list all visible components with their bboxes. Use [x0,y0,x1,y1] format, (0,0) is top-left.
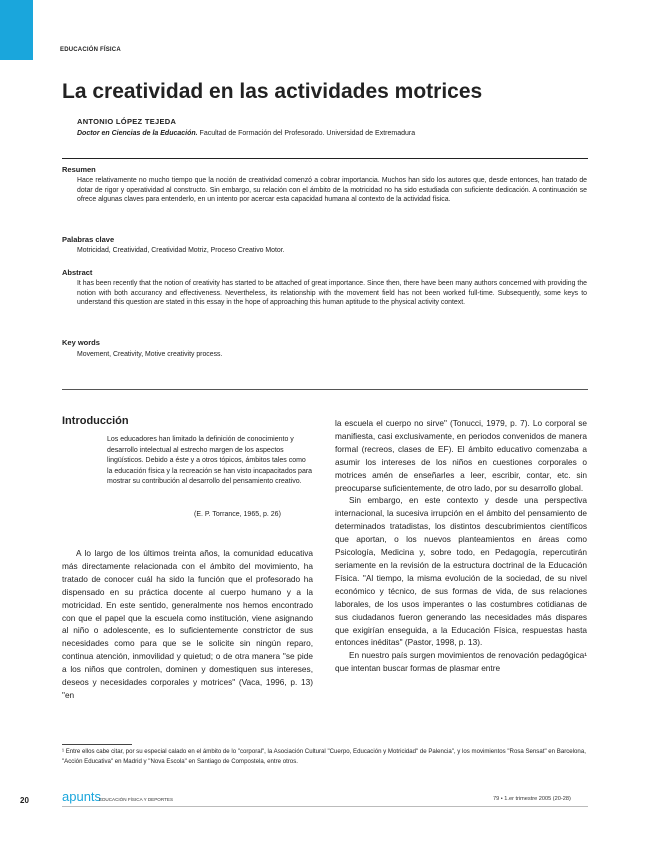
abstract-divider [62,389,588,390]
journal-brand-logo: apunts [62,789,102,804]
journal-subtitle: EDUCACIÓN FÍSICA Y DEPORTES [99,797,174,802]
footer-divider [62,806,588,807]
intro-heading: Introducción [62,415,129,427]
affiliation-institution: Facultad de Formación del Profesorado. Universidad de Extremadura [197,130,416,137]
header-divider [62,158,588,159]
abstract-en-heading: Abstract [62,268,93,277]
abstract-es-heading: Resumen [62,165,96,174]
page-number: 20 [20,796,29,805]
keywords-es-heading: Palabras clave [62,235,115,244]
corner-accent-block [0,0,33,60]
footnote-divider [62,744,132,745]
abstract-en-text: It has been recently that the notion of creativity has started to be attached of great importance. Since then, there have been many authors concerned with providing the notion with both accurancy and effectiveness. Nevertheless, its relationship with the movement field has not been worked full-time. Subsequently, some keys to understand this question are stated in this essay in the hope of approaching this human aptitude to the physical activity context. [77,280,587,307]
author-affiliation [77,130,415,137]
keywords-en-heading: Key words [62,338,100,347]
epigraph-citation: (E. P. Torrance, 1965, p. 26) [194,511,281,518]
issue-info: 79 • 1.er trimestre 2005 (20-28) [493,796,571,802]
body-right-column [335,417,587,675]
keywords-en-text: Movement, Creativity, Motive creativity process. [77,351,223,358]
abstract-es-text: Hace relativamente no mucho tiempo que la noción de creatividad comenzó a cobrar importancia. Muchos han sido los autores que, desde entonces, han tratado de dotar de rigor y operatividad al constructo. Sin embargo, su relación con el ámbito de la motricidad no ha sido estudiada con suficiente dedicación. A continuación se ofrece algunas claves para entenderlo, en un intento por acercar esta capacidad humana al contexto de la actividad física. [77,177,587,204]
body-right-paragraph-1: la escuela el cuerpo no sirve" (Tonucci, 1979, p. 7). Lo corporal se manifiesta, casi exclusivamente, en periodos convenidos de manera formal (recreos, clases de EF). El ámbito educativo comenzaba a asumir los intereses de los niños en cuestiones corporales o motrices amén de enseñarles a leer, escribir, contar, etc. sin preocuparse suficientemente, de otro lado, por su desarrollo global. [335,418,587,493]
section-label: EDUCACIÓN FÍSICA [60,47,121,53]
author-name: ANTONIO LÓPEZ TEJEDA [77,117,177,126]
affiliation-degree: Doctor en Ciencias de la Educación. [77,130,198,137]
epigraph-quote: Los educadores han limitado la definición de conocimiento y desarrollo intelectual al estrecho margen de los aspectos lingüísticos. Debido a éste y a otros tópicos, ámbitos tales como la educación física y la recreación se han visto incapacitados para mostrar su contribución al desarrollo del pensamiento creativo. [107,436,313,486]
keywords-es-text: Motricidad, Creatividad, Creatividad Motriz, Proceso Creativo Motor. [77,247,285,254]
footnote-text: ¹ Entre ellos cabe citar, por su especial calado en el ámbito de lo "corporal", la Asociación Cultural "Cuerpo, Educación y Motricidad" de Palencia", y los movimientos "Rosa Sensat" en Barcelona, "Acción Educativa" en Madrid y "Nova Escola" en Santiago de Compostela, entre otros. [62,748,586,765]
body-right-paragraph-2: Sin embargo, en este contexto y desde una perspectiva internacional, la sucesiva irrupción en el ámbito del pensamiento de determinados tratadistas, los distintos descubrimientos científicos que aportan, o los nuevos planteamientos en áreas como Psicología, Medicina y, sobre todo, en Pedagogía, repercutirán seriamente en la revisión de la estructura doctrinal de la Educación Física. "Al tiempo, la misma evolución de la sociedad, de su nivel económico y técnico, de sus formas de vida, de sus relaciones laborales, de los usos imperantes o las costumbres cotidianas de sus ciudadanos fueron generando las necesidades más dispares que exigirían enseguida, a la Educación Física, respuestas hasta entonces inéditas" (Pastor, 1998, p. 13). [335,495,587,648]
body-left-paragraph: A lo largo de los últimos treinta años, la comunidad educativa más directamente relacionada con el ámbito del movimiento, ha tratado de conocer cuál ha sido la función que el profesorado ha dispensado en su práctica docente al cuerpo humano y a la motricidad. En este sentido, generalmente nos hemos encontrado con que el papel que la escuela como institución, viene asignando al niño o adolescente, es lo suficientemente constrictor de sus necesidades como para que se le solicite sin ningún reparo, continua atención, inmovilidad y quietud; o de otra manera "se pide a los niños que controlen, dominen y domestiquen sus intereses, deseos y necesidades corporales y motrices" (Vaca, 1996, p. 13) "en [62,548,313,700]
body-right-paragraph-3: En nuestro país surgen movimientos de renovación pedagógica¹ que intentan buscar formas de plasmar entre [335,650,587,674]
article-title: La creatividad en las actividades motrices [62,80,483,103]
